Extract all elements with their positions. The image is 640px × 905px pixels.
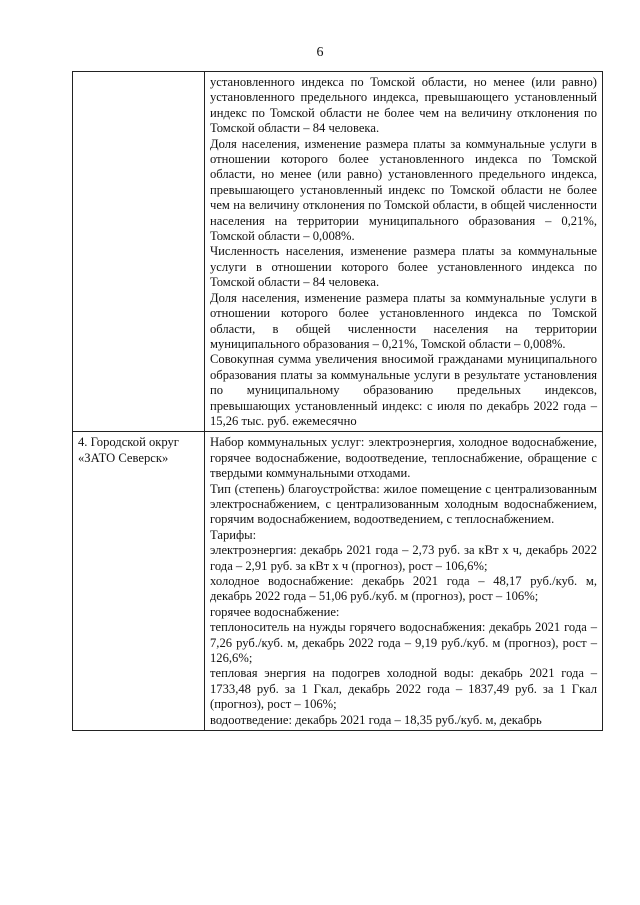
paragraph: водоотведение: декабрь 2021 года – 18,35 руб./куб. м, декабрь [210, 712, 542, 727]
table-row [73, 432, 603, 731]
description-cell [205, 72, 603, 432]
paragraph: Доля населения, изменение размера платы за коммунальные услуги в отношении которого более установленного индекса по Томской области, но менее (или равно) установленного предельного индекса, превышающего установленный индекс по Томской области не более чем на величину отклонения по Томской области, в общей численности населения на территории муниципального образования – 0,21%, Томской области – 0,008%. [210, 136, 597, 244]
paragraph: Тип (степень) благоустройства: жилое помещение с централизованным электроснабжением, с централизованным холодным водоснабжением, горячим водоснабжением, водоотведением, с теплоснабжением. [210, 481, 597, 527]
paragraph: Совокупная сумма увеличения вносимой гражданами муниципального образования платы за коммунальные услуги в результате установления по муниципальному образованию предельных индексов, превышающих установленный индекс: с июля по декабрь 2022 года – 15,26 тыс. руб. ежемесячно [210, 352, 597, 428]
tariff-table [72, 71, 603, 731]
description-cell [205, 432, 603, 731]
paragraph: теплоноситель на нужды горячего водоснабжения: декабрь 2021 года – 7,26 руб./куб. м, декабрь 2022 года – 9,19 руб./куб. м (прогноз), рост – 126,6%; [210, 620, 597, 666]
paragraph: холодное водоснабжение: декабрь 2021 года – 48,17 руб./куб. м, декабрь 2022 года – 51,06 руб./куб. м (прогноз), рост – 106%; [210, 574, 597, 604]
paragraph: установленного индекса по Томской области, но менее (или равно) установленного предельного индекса, превышающего установленный индекс по Томской области не более чем на величину отклонения по Томской области – 84 человека. [210, 75, 597, 136]
paragraph: Тарифы: [210, 527, 257, 542]
paragraph: электроэнергия: декабрь 2021 года – 2,73 руб. за кВт х ч, декабрь 2022 года – 2,91 руб. за кВт х ч (прогноз), рост – 106,6%; [210, 543, 597, 573]
page-number: 6 [316, 45, 324, 60]
paragraph: Доля населения, изменение размера платы за коммунальные услуги в отношении которого более установленного индекса по Томской области, в общей численности населения на территории муниципального образования – 0,21%, Томской области – 0,008%. [210, 290, 597, 351]
paragraph: тепловая энергия на подогрев холодной воды: декабрь 2021 года – 1733,48 руб. за 1 Гкал, декабрь 2022 года – 1837,49 руб. за 1 Гкал (прогноз), рост – 106%; [210, 666, 597, 712]
paragraph: Численность населения, изменение размера платы за коммунальные услуги в отношении которого более установленного индекса по Томской области – 84 человека. [210, 244, 597, 290]
paragraph: горячее водоснабжение: [210, 604, 340, 619]
region-cell [73, 72, 205, 432]
region-cell: 4. Городской округ «ЗАТО Северск» [73, 432, 205, 731]
paragraph: Набор коммунальных услуг: электроэнергия, холодное водоснабжение, горячее водоснабжение, водоотведение, теплоснабжение, обращение с твердыми коммунальными отходами. [210, 435, 597, 481]
table-row [73, 72, 603, 432]
